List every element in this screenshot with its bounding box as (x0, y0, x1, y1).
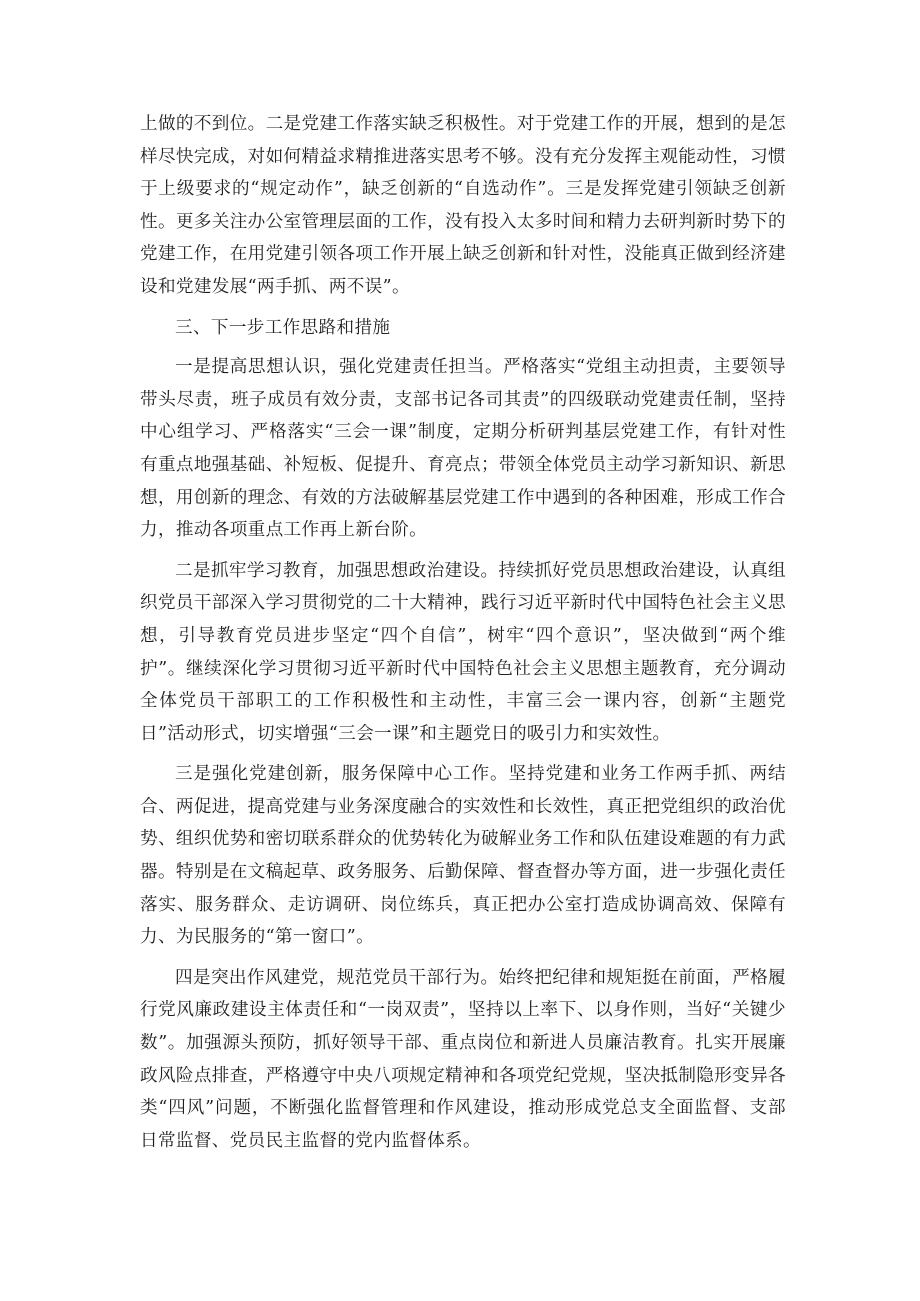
section-heading: 三、下一步工作思路和措施 (175, 317, 391, 338)
paragraph-intro-continuation: 上做的不到位。二是党建工作落实缺乏积极性。对于党建工作的开展，想到的是怎样尽快完成，对如何精益求精推进落实思考不够。没有充分发挥主观能动性，习惯于上级要求的“规定动作”，缺乏创新的“自选动作”。三是发挥党建引领缺乏创新性。更多关注办公室管理层面的工作，没有投入太多时间和精力去研判新时势下的党建工作，在用党建引领各项工作开展上缺乏创新和针对性，没能真正做到经济建设和党建发展“两手抓、两不误”。 (140, 114, 786, 297)
paragraph-measure-4: 四是突出作风建党，规范党员干部行为。始终把纪律和规矩挺在前面，严格履行党风廉政建设主体责任和“一岗双责”，坚持以上率下、以身作则，当好“关键少数”。加强源头预防，抓好领导干部、重点岗位和新进人员廉洁教育。扎实开展廉政风险点排查，严格遵守中央八项规定精神和各项党纪党规，坚决抵制隐形变异各类“四风”问题，不断强化监督管理和作风建设，推动形成党总支全面监督、支部日常监督、党员民主监督的党内监督体系。 (140, 967, 786, 1151)
document-page (140, 108, 786, 1165)
paragraph-measure-3: 三是强化党建创新，服务保障中心工作。坚持党建和业务工作两手抓、两结合、两促进，提高党建与业务深度融合的实效性和长效性，真正把党组织的政治优势、组织优势和密切联系群众的优势转化为破解业务工作和队伍建设难题的有力武器。特别是在文稿起草、政务服务、后勤保障、督查督办等方面，进一步强化责任落实、服务群众、走访调研、岗位练兵，真正把办公室打造成协调高效、保障有力、为民服务的“第一窗口”。 (140, 764, 786, 948)
paragraph-measure-2: 二是抓牢学习教育，加强思想政治建设。持续抓好党员思想政治建设，认真组织党员干部深入学习贯彻党的二十大精神，践行习近平新时代中国特色社会主义思想，引导教育党员进步坚定“四个自信”，树牢“四个意识”，坚决做到“两个维护”。继续深化学习贯彻习近平新时代中国特色社会主义思想主题教育，充分调动全体党员干部职工的工作积极性和主动性，丰富三会一课内容，创新“主题党日”活动形式，切实增强“三会一课”和主题党日的吸引力和实效性。 (140, 560, 786, 744)
paragraph-measure-1: 一是提高思想认识，强化党建责任担当。严格落实“党组主动担责，主要领导带头尽责，班子成员有效分责，支部书记各司其责”的四级联动党建责任制，坚持中心组学习、严格落实“三会一课”制度，定期分析研判基层党建工作，有针对性有重点地强基础、补短板、促提升、育亮点；带领全体党员主动学习新知识、新思想，用创新的理念、有效的方法破解基层党建工作中遇到的各种困难，形成工作合力，推动各项重点工作再上新台阶。 (140, 357, 786, 541)
